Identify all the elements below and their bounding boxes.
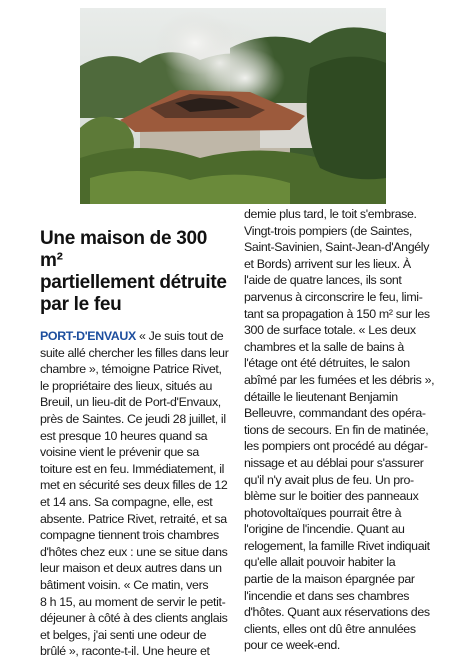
body-line: 300 de surface totale. « Les deux xyxy=(244,323,416,338)
body-line: blème sur le boitier des panneaux xyxy=(244,489,419,504)
body-line: Saint-Savinien, Saint-Jean-d'Angély xyxy=(244,240,430,255)
body-line: nissage et au déblai pour s'assurer xyxy=(244,455,424,470)
body-line: qu'elle allait pouvoir habiter la xyxy=(244,555,396,570)
headline-line: par le feu xyxy=(40,294,122,315)
headline-line: Une maison de 300 m² xyxy=(40,228,208,271)
body-line: met en sécurité ses deux filles de 12 xyxy=(40,478,228,493)
body-line: détaille le lieutenant Benjamin xyxy=(244,389,398,404)
body-line: compagne tiennent trois chambres xyxy=(40,528,219,543)
body-line: tions de secours. En fin de matinée, xyxy=(244,422,429,437)
body-line: demie plus tard, le toit s'embrase. xyxy=(244,207,417,221)
body-line: 8 h 15, au moment de servir le petit- xyxy=(40,594,226,609)
body-line: Belleuvre, commandant des opéra- xyxy=(244,406,426,421)
body-line: leur maison et deux autres dans un xyxy=(40,561,222,576)
body-line: relogement, la famille Rivet indiquait xyxy=(244,538,430,553)
body-line: absente. Patrice Rivet, retraité, et sa xyxy=(40,511,227,526)
headline-line: partiellement détruite xyxy=(40,272,227,293)
body-line: chambre », témoigne Patrice Rivet, xyxy=(40,362,222,377)
body-line: les pompiers ont procédé au dégar- xyxy=(244,439,428,454)
body-line: l'origine de l'incendie. Quant au xyxy=(244,522,405,537)
body-line: est presque 10 heures quand sa xyxy=(40,428,208,443)
article-headline xyxy=(40,228,232,316)
body-line: brûlé », raconte-t-il. Une heure et xyxy=(40,644,210,659)
body-text: « Je suis tout de xyxy=(135,329,224,343)
article-photo xyxy=(80,8,386,204)
body-line: et Bords) arrivent sur les lieux. À xyxy=(244,256,411,271)
body-line: d'hôtes. Quant aux réservations des xyxy=(244,605,430,620)
right-column xyxy=(244,206,440,654)
body-line: tant sa propagation à 150 m² sur les xyxy=(244,306,430,321)
body-line: d'hôtes chez eux : une se situe dans xyxy=(40,544,228,559)
body-line: abîmé par les fumées et les débris », xyxy=(244,372,435,387)
body-line: photovoltaïques pourrait être à xyxy=(244,505,402,520)
body-line: parvenus à circonscrire le feu, limi- xyxy=(244,289,423,304)
body-line: l'incendie et dans ses chambres xyxy=(244,588,410,603)
left-body xyxy=(40,345,232,660)
body-line: partie de la maison épargnée par xyxy=(244,572,415,587)
body-line: bâtiment voisin. « Ce matin, vers xyxy=(40,577,209,592)
body-line: et belges, j'ai senti une odeur de xyxy=(40,627,207,642)
body-line: suite allé chercher les filles dans leur xyxy=(40,345,229,360)
body-line: qu'il n'y avait plus de feu. Un pro- xyxy=(244,472,414,487)
body-line: Vingt-trois pompiers (de Saintes, xyxy=(244,223,412,238)
body-line: clients, elles ont dû être annulées xyxy=(244,621,416,636)
body-line: près de Saintes. Ce jeudi 28 juillet, il xyxy=(40,411,226,426)
body-line: déjeuner à côté à des clients anglais xyxy=(40,611,228,626)
body-line: pour ce week-end. xyxy=(244,638,340,653)
body-line: Breuil, un lieu-dit de Port-d'Envaux, xyxy=(40,395,221,410)
body-line: le propriétaire des lieux, situés au xyxy=(40,378,212,393)
body-line: et 14 ans. Sa compagne, elle, est xyxy=(40,494,213,509)
left-column xyxy=(40,228,232,660)
body-line: l'étage ont été détruites, le salon xyxy=(244,356,410,371)
body-line xyxy=(40,328,232,345)
body-line: l'aide de quatre lances, ils sont xyxy=(244,273,402,288)
dateline-kicker: PORT-D'ENVAUX xyxy=(40,329,136,343)
body-line: chambres et la salle de bains à xyxy=(244,339,404,354)
fire-house-image xyxy=(80,8,386,204)
body-line: voisine vient le prévenir que sa xyxy=(40,445,199,460)
right-body xyxy=(244,206,440,654)
body-line: toiture est en feu. Immédiatement, il xyxy=(40,461,225,476)
